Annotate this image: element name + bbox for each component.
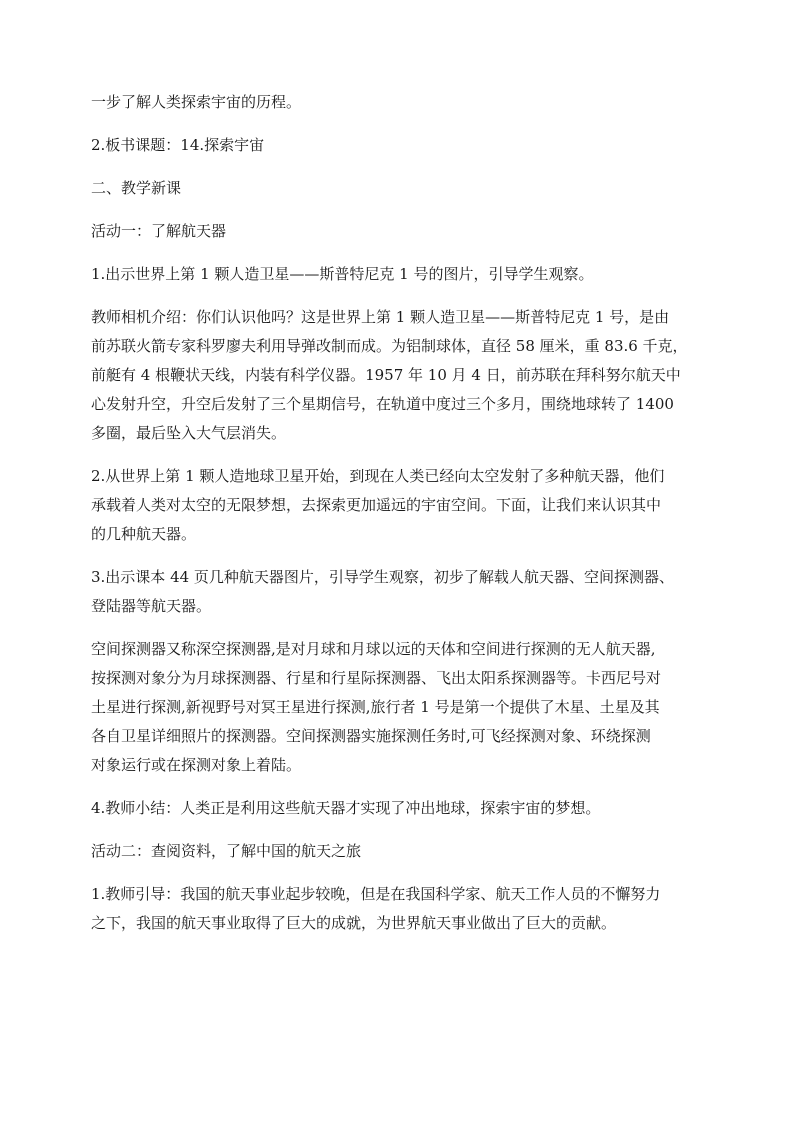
text-line: 一步了解人类探索宇宙的历程。 [91, 93, 302, 111]
text-line: 登陆器等航天器。 [91, 597, 212, 615]
text-line: 各自卫星详细照片的探测器。空间探测器实施探测任务时,可飞经探测对象、环绕探测 [91, 727, 651, 745]
text-line: 二、教学新课 [91, 179, 182, 197]
text-line: 对象运行或在探测对象上着陆。 [91, 756, 302, 774]
text-line: 土星进行探测,新视野号对冥王星进行探测,旅行者 1 号是第一个提供了木星、土星及其 [91, 698, 660, 716]
activity-heading-2 [91, 837, 703, 866]
text-line: 多圈，最后坠入大气层消失。 [91, 424, 287, 442]
text-line: 的几种航天器。 [91, 525, 197, 543]
paragraph-intro-continuation [91, 88, 703, 117]
text-line: 活动二：查阅资料，了解中国的航天之旅 [91, 842, 362, 860]
paragraph-step-1 [91, 260, 703, 289]
text-line: 1.出示世界上第 1 颗人造卫星——斯普特尼克 1 号的图片，引导学生观察。 [91, 265, 594, 283]
text-line: 4.教师小结：人类正是利用这些航天器才实现了冲出地球，探索宇宙的梦想。 [91, 799, 601, 817]
text-line: 1.教师引导：我国的航天事业起步较晚，但是在我国科学家、航天工作人员的不懈努力 [91, 885, 661, 903]
document-page [91, 88, 703, 952]
text-line: 承载着人类对太空的无限梦想，去探索更加遥远的宇宙空间。下面，让我们来认识其中 [91, 496, 662, 514]
paragraph-teacher-guide [91, 880, 703, 938]
text-line: 空间探测器又称深空探测器,是对月球和月球以远的天体和空间进行探测的无人航天器, [91, 640, 656, 658]
text-line: 教师相机介绍：你们认识他吗？这是世界上第 1 颗人造卫星——斯普特尼克 1 号，是由 [91, 308, 670, 326]
text-line: 3.出示课本 44 页几种航天器图片，引导学生观察，初步了解载人航天器、空间探测器、 [91, 568, 674, 586]
text-line: 心发射升空，升空后发射了三个星期信号，在轨道中度过三个多月，围绕地球转了 1400 [91, 395, 674, 413]
text-line: 之下，我国的航天事业取得了巨大的成就，为世界航天事业做出了巨大的贡献。 [91, 914, 617, 932]
section-heading-new-lesson [91, 174, 703, 203]
text-line: 2.从世界上第 1 颗人造地球卫星开始，到现在人类已经向太空发射了多种航天器，他们 [91, 467, 665, 485]
paragraph-step-2 [91, 462, 703, 549]
text-line: 按探测对象分为月球探测器、行星和行星际探测器、飞出太阳系探测器等。卡西尼号对 [91, 669, 662, 687]
text-line: 前艇有 4 根鞭状天线，内装有科学仪器。1957 年 10 月 4 日，前苏联在拜科努尔航天中 [91, 366, 681, 384]
text-line: 活动一：了解航天器 [91, 222, 227, 240]
activity-heading-1 [91, 217, 703, 246]
paragraph-board-title [91, 131, 703, 160]
paragraph-sputnik-intro [91, 303, 703, 448]
paragraph-space-probes [91, 635, 703, 780]
text-line: 前苏联火箭专家科罗廖夫利用导弹改制而成。为铝制球体，直径 58 厘米，重 83.6 千克， [91, 337, 688, 355]
paragraph-step-4-summary [91, 794, 703, 823]
paragraph-step-3 [91, 563, 703, 621]
text-line: 2.板书课题：14.探索宇宙 [91, 136, 265, 154]
